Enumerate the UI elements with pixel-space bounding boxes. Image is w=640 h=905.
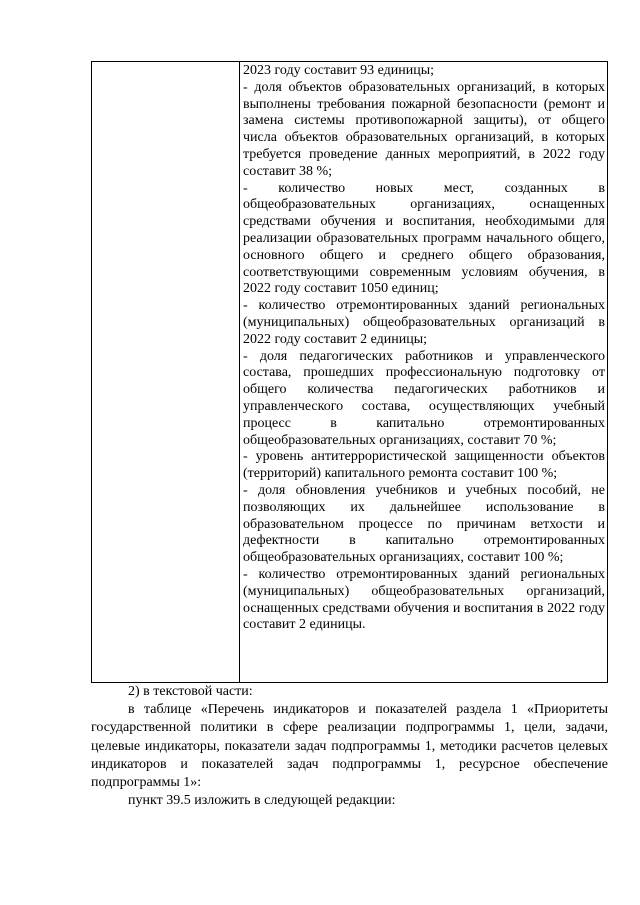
body-point: пункт 39.5 изложить в следующей редакции: [128,793,396,809]
document-table [91,61,608,683]
table-item: - количество новых мест, созданных в общеобразовательных организациях, оснащенных средствами обучения и воспитания, необходимыми для реализации образовательных программ начального общего, основного общего и среднего общего образования, соответствующими современным условиям обучения, в 2022 году составит 1050 единиц; [243,180,605,297]
table-item: - доля педагогических работников и управленческого состава, прошедших профессиональную подготовку от общего количества педагогических работников и управленческого состава, осуществляющих учебный процесс в капитально отремонтированных общеобразовательных организациях, составит 70 %; [243,348,605,448]
table-right-cell [241,62,607,682]
document-body [91,683,608,810]
table-item: - доля объектов образовательных организаций, в которых выполнены требования пожарной безопасности (ремонт и замена системы противопожарной защиты), от общего числа объектов образовательных организаций, в которых требуется проведение данных мероприятий, в 2022 году составит 38 %; [243,79,605,179]
table-item: - количество отремонтированных зданий региональных (муниципальных) общеобразовательных организаций, оснащенных средствами обучения и воспитания в 2022 году составит 2 единицы. [243,566,605,633]
table-item: - доля обновления учебников и учебных пособий, не позволяющих их дальнейшее использование в образовательном процессе по причинам ветхости и дефектности в капитально отремонтированных общеобразовательных организациях, составит 100 %; [243,482,605,566]
table-item: 2023 году составит 93 единицы; [243,63,435,78]
list-item-2: 2) в текстовой части: [128,684,253,699]
table-item: - уровень антитеррористической защищенности объектов (территорий) капитального ремонта составит 100 %; [243,449,605,482]
table-left-cell [92,62,240,682]
body-paragraph: в таблице «Перечень индикаторов и показателей раздела 1 «Приоритеты государственной политики в сфере реализации подпрограммы 1, цели, задачи, целевые индикаторы, показатели задач подпрограммы 1, методики расчетов целевых индикаторов и показателей задач подпрограммы 1, ресурсное обеспечение подпрограммы 1»: [91,702,608,791]
table-item: - количество отремонтированных зданий региональных (муниципальных) общеобразовательных организаций в 2022 году составит 2 единицы; [243,298,605,347]
